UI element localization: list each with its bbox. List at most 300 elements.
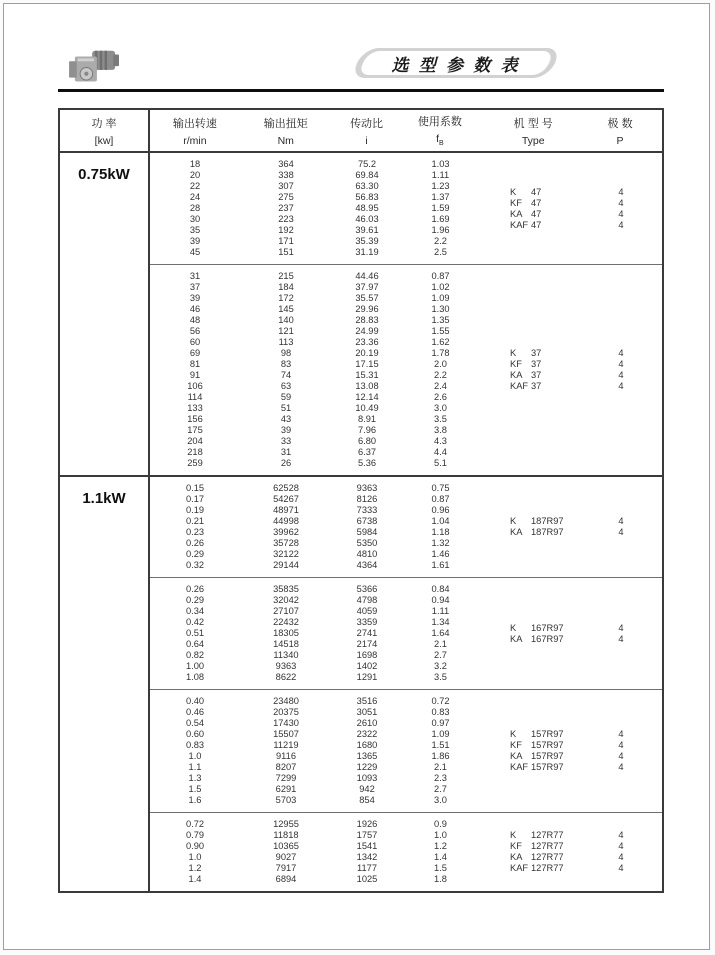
ratio-value: 1093 <box>356 773 378 783</box>
ratio-value: 3516 <box>356 696 378 706</box>
type-code: 127R77 <box>531 852 564 862</box>
power-section <box>60 475 662 891</box>
type-prefix: K <box>510 622 517 633</box>
type-prefix: KA <box>510 370 523 380</box>
power-label: 1.1kW <box>82 490 126 507</box>
torque-value: 7299 <box>275 773 297 783</box>
torque-value: 307 <box>278 181 294 191</box>
speed-value: 0.19 <box>185 505 205 515</box>
poles-value: 4 <box>618 762 624 772</box>
type-code: 127R77 <box>531 863 564 873</box>
poles-value: 4 <box>618 863 624 873</box>
gear-ratio-block <box>150 153 662 264</box>
speed-value: 0.90 <box>185 841 205 851</box>
factor-value: 0.83 <box>431 707 450 717</box>
ratio-value: 7333 <box>356 505 378 515</box>
speed-value: 81 <box>189 359 201 369</box>
factor-value: 1.55 <box>431 326 450 336</box>
ratio-value: 5366 <box>356 584 378 594</box>
torque-value: 12955 <box>273 819 299 829</box>
type-list <box>479 584 662 683</box>
ratio-value: 69.84 <box>355 170 379 180</box>
power-section <box>60 153 662 475</box>
torque-value: 44998 <box>273 516 299 526</box>
factor-value: 2.3 <box>434 773 447 783</box>
factor-value: 0.87 <box>431 271 450 281</box>
factor-value: 1.37 <box>431 192 450 202</box>
type-code: 187R97 <box>531 527 564 537</box>
speed-value: 45 <box>189 247 201 257</box>
factor-value: 1.18 <box>431 527 450 537</box>
power-cell <box>60 477 150 891</box>
factor-value: 0.72 <box>431 696 450 706</box>
type-prefix: K <box>510 729 517 739</box>
factor-value: 1.32 <box>431 538 450 548</box>
speed-value: 39 <box>189 236 201 246</box>
type-code: 37 <box>531 381 542 391</box>
header-ratio <box>332 110 402 151</box>
factor-value: 1.86 <box>431 751 450 761</box>
torque-value: 33 <box>280 436 292 446</box>
torque-value: 51 <box>280 403 292 413</box>
torque-value: 7917 <box>275 863 297 873</box>
speed-value: 91 <box>189 370 201 380</box>
poles-value: 4 <box>618 729 624 739</box>
speed-value: 0.72 <box>185 819 205 829</box>
type-name <box>479 381 589 392</box>
type-code: 37 <box>531 348 542 358</box>
speed-value: 28 <box>189 203 201 213</box>
factor-value: 1.34 <box>431 617 450 627</box>
speed-value: 37 <box>189 282 201 292</box>
type-name <box>479 852 589 863</box>
speed-value: 1.5 <box>188 784 202 794</box>
factor-value: 1.09 <box>431 729 450 739</box>
factor-value: 0.87 <box>431 494 450 504</box>
type-code: 157R97 <box>531 740 564 750</box>
type-row <box>479 841 662 852</box>
speed-value: 1.0 <box>188 852 202 862</box>
speed-value: 18 <box>189 159 201 169</box>
type-code: 187R97 <box>531 516 564 526</box>
factor-value: 1.09 <box>431 293 450 303</box>
factor-value: 1.96 <box>431 225 450 235</box>
type-code: 47 <box>531 186 542 197</box>
ratio-value: 6.80 <box>357 436 377 446</box>
torque-value: 11818 <box>273 830 299 840</box>
torque-value: 62528 <box>273 483 299 493</box>
factor-value: 2.7 <box>434 650 447 660</box>
type-row <box>479 830 662 841</box>
poles-value: 4 <box>618 527 624 537</box>
torque-value: 184 <box>278 282 294 292</box>
speed-value: 0.60 <box>185 729 205 739</box>
type-list <box>479 271 662 469</box>
ratio-value: 48.95 <box>355 203 379 213</box>
type-row <box>479 348 662 359</box>
speed-value: 0.79 <box>185 830 205 840</box>
type-name <box>479 729 589 740</box>
ratio-value: 7.96 <box>357 425 377 435</box>
factor-value: 2.0 <box>434 359 447 369</box>
torque-value: 32042 <box>273 595 299 605</box>
speed-value: 0.82 <box>185 650 205 660</box>
factor-value: 0.9 <box>434 819 447 829</box>
ratio-value: 1291 <box>356 672 378 682</box>
header-power-label: 功 率 <box>91 117 117 130</box>
torque-value: 31 <box>280 447 292 457</box>
factor-value: 1.11 <box>431 170 450 180</box>
speed-value: 39 <box>189 293 201 303</box>
ratio-value: 4798 <box>356 595 378 605</box>
speed-value: 133 <box>187 403 203 413</box>
ratio-value: 5984 <box>356 527 378 537</box>
ratio-value: 3359 <box>356 617 378 627</box>
factor-value: 1.61 <box>431 560 450 570</box>
type-name <box>479 220 589 231</box>
torque-value: 14518 <box>273 639 299 649</box>
ratio-value: 1541 <box>356 841 378 851</box>
factor-value: 1.4 <box>434 852 447 862</box>
type-name <box>479 348 589 359</box>
ratio-value: 56.83 <box>355 192 379 202</box>
factor-value: 3.2 <box>434 661 447 671</box>
header-poles-unit: P <box>616 134 624 147</box>
factor-value: 1.04 <box>431 516 450 526</box>
ratio-value: 35.57 <box>355 293 379 303</box>
factor-value: 2.2 <box>434 370 447 380</box>
ratio-value: 13.08 <box>355 381 379 391</box>
type-prefix: KAF <box>510 381 529 391</box>
type-name <box>479 198 589 209</box>
factor-value: 5.1 <box>434 458 447 468</box>
type-row <box>479 359 662 370</box>
speed-value: 0.46 <box>185 707 205 717</box>
factor-value: 0.97 <box>431 718 450 728</box>
ratio-value: 17.15 <box>355 359 379 369</box>
torque-value: 11340 <box>273 650 299 660</box>
speed-value: 0.26 <box>185 584 205 594</box>
torque-value: 338 <box>278 170 294 180</box>
type-code: 127R77 <box>531 841 564 851</box>
torque-value: 6291 <box>275 784 297 794</box>
ratio-value: 75.2 <box>357 159 377 169</box>
factor-value: 1.2 <box>434 841 447 851</box>
torque-value: 43 <box>280 414 292 424</box>
speed-value: 31 <box>189 271 201 281</box>
header-type-unit: Type <box>521 134 545 147</box>
torque-value: 215 <box>278 271 294 281</box>
torque-value: 8622 <box>275 672 297 682</box>
ratio-value: 31.19 <box>355 247 379 257</box>
type-code: 47 <box>531 208 542 219</box>
torque-value: 171 <box>278 236 294 246</box>
ratio-value: 1229 <box>356 762 378 772</box>
factor-value: 2.6 <box>434 392 447 402</box>
speed-value: 0.40 <box>185 696 205 706</box>
poles-value: 4 <box>618 852 624 862</box>
poles-value: 4 <box>618 208 624 219</box>
type-list <box>479 696 662 806</box>
torque-value: 63 <box>280 381 292 391</box>
type-name <box>479 527 589 538</box>
type-row <box>479 198 662 209</box>
type-prefix: KF <box>510 197 522 208</box>
factor-value: 1.02 <box>431 282 450 292</box>
torque-value: 18305 <box>273 628 299 638</box>
header-speed-label: 输出转速 <box>172 117 217 130</box>
type-code: 47 <box>531 219 542 230</box>
type-prefix: KAF <box>510 762 529 772</box>
type-name <box>479 516 589 527</box>
selection-parameter-table <box>58 108 664 893</box>
ratio-value: 4059 <box>356 606 378 616</box>
ratio-value: 39.61 <box>355 225 379 235</box>
type-name <box>479 762 589 773</box>
factor-value: 1.11 <box>431 606 450 616</box>
speed-value: 114 <box>187 392 203 402</box>
speed-value: 106 <box>187 381 203 391</box>
torque-value: 113 <box>278 337 294 347</box>
speed-value: 0.29 <box>185 549 205 559</box>
speed-value: 0.29 <box>185 595 205 605</box>
factor-value: 1.30 <box>431 304 450 314</box>
type-name <box>479 370 589 381</box>
speed-value: 218 <box>187 447 203 457</box>
header-type <box>478 110 588 151</box>
torque-value: 32122 <box>273 549 299 559</box>
type-name <box>479 634 589 645</box>
torque-value: 48971 <box>273 505 299 515</box>
ratio-value: 28.83 <box>355 315 379 325</box>
factor-value: 0.96 <box>431 505 450 515</box>
poles-value: 4 <box>618 359 624 369</box>
header-speed <box>150 110 240 151</box>
factor-value: 0.84 <box>431 584 450 594</box>
type-code: 37 <box>531 359 542 369</box>
title-badge <box>357 48 555 78</box>
gear-ratio-block <box>150 577 662 689</box>
factor-value: 1.0 <box>434 830 447 840</box>
header-ratio-label: 传动比 <box>350 117 384 130</box>
torque-value: 27107 <box>273 606 299 616</box>
factor-value: 1.62 <box>431 337 450 347</box>
factor-value: 1.64 <box>431 628 450 638</box>
ratio-value: 9363 <box>356 483 378 493</box>
poles-value: 4 <box>618 622 624 633</box>
ratio-value: 1342 <box>356 852 378 862</box>
torque-value: 145 <box>278 304 294 314</box>
type-prefix: K <box>510 516 517 526</box>
type-prefix: KF <box>510 359 522 369</box>
torque-value: 275 <box>278 192 294 202</box>
speed-value: 0.32 <box>185 560 205 570</box>
torque-value: 35835 <box>273 584 299 594</box>
type-list <box>479 159 662 258</box>
poles-value: 4 <box>618 348 624 358</box>
torque-value: 54267 <box>273 494 299 504</box>
factor-value: 2.1 <box>434 639 447 649</box>
type-row <box>479 751 662 762</box>
torque-value: 121 <box>278 326 294 336</box>
speed-value: 259 <box>187 458 203 468</box>
ratio-value: 46.03 <box>355 214 379 224</box>
factor-value: 1.23 <box>431 181 450 191</box>
header-poles <box>588 110 662 151</box>
ratio-value: 8.91 <box>357 414 377 424</box>
type-prefix: KF <box>510 841 522 851</box>
torque-value: 151 <box>278 247 294 257</box>
factor-value: 3.8 <box>434 425 447 435</box>
torque-value: 59 <box>280 392 292 402</box>
type-prefix: KA <box>510 852 523 862</box>
type-prefix: KA <box>510 527 523 537</box>
speed-value: 0.64 <box>185 639 205 649</box>
torque-value: 6894 <box>275 874 297 884</box>
type-name <box>479 209 589 220</box>
type-code: 157R97 <box>531 751 564 761</box>
type-row <box>479 527 662 538</box>
type-code: 157R97 <box>531 729 564 739</box>
type-prefix: K <box>510 830 517 840</box>
catalog-page <box>3 3 710 950</box>
type-code: 167R97 <box>531 633 564 644</box>
type-row <box>479 852 662 863</box>
speed-value: 0.15 <box>185 483 205 493</box>
speed-value: 0.34 <box>185 606 205 616</box>
poles-value: 4 <box>618 186 624 197</box>
torque-value: 223 <box>278 214 294 224</box>
header-speed-unit: r/min <box>183 134 207 147</box>
header-power-unit: [kw] <box>94 134 114 147</box>
torque-value: 237 <box>278 203 294 213</box>
speed-value: 204 <box>187 436 203 446</box>
factor-value: 1.51 <box>431 740 450 750</box>
speed-value: 0.42 <box>185 617 205 627</box>
torque-value: 98 <box>280 348 292 358</box>
type-row <box>479 762 662 773</box>
type-row <box>479 381 662 392</box>
gearmotor-photo <box>66 44 124 92</box>
torque-value: 9116 <box>276 751 296 761</box>
torque-value: 8207 <box>275 762 297 772</box>
speed-value: 1.1 <box>188 762 202 772</box>
type-code: 157R97 <box>531 762 564 772</box>
poles-value: 4 <box>618 370 624 380</box>
speed-value: 1.3 <box>188 773 202 783</box>
poles-value: 4 <box>618 219 624 230</box>
factor-subscript: B <box>439 140 444 148</box>
factor-value: 1.35 <box>431 315 450 325</box>
speed-value: 69 <box>189 348 201 358</box>
poles-value: 4 <box>618 740 624 750</box>
poles-value: 4 <box>618 197 624 208</box>
type-prefix: KF <box>510 740 522 750</box>
ratio-value: 37.97 <box>355 282 379 292</box>
blocks-column <box>150 153 662 475</box>
factor-value: 4.3 <box>434 436 447 446</box>
type-code: 47 <box>531 197 542 208</box>
speed-value: 0.17 <box>185 494 205 504</box>
gear-ratio-block <box>150 812 662 891</box>
factor-value: 0.94 <box>431 595 450 605</box>
speed-value: 0.26 <box>185 538 205 548</box>
factor-value: 1.69 <box>431 214 450 224</box>
type-name <box>479 740 589 751</box>
torque-value: 20375 <box>273 707 299 717</box>
factor-value: 1.46 <box>431 549 450 559</box>
ratio-value: 35.39 <box>355 236 379 246</box>
ratio-value: 1926 <box>356 819 378 829</box>
speed-value: 1.00 <box>185 661 205 671</box>
speed-value: 46 <box>189 304 201 314</box>
header-torque <box>240 110 332 151</box>
ratio-value: 8126 <box>356 494 378 504</box>
factor-value: 3.5 <box>434 672 447 682</box>
factor-value: 3.5 <box>434 414 447 424</box>
gear-ratio-block <box>150 689 662 812</box>
ratio-value: 10.49 <box>355 403 379 413</box>
table-header-row <box>60 110 662 153</box>
factor-value: 2.1 <box>434 762 447 772</box>
speed-value: 0.83 <box>185 740 205 750</box>
type-prefix: KAF <box>510 863 529 873</box>
torque-value: 364 <box>278 159 294 169</box>
factor-value: 1.59 <box>431 203 450 213</box>
header-power <box>60 110 150 151</box>
type-name <box>479 830 589 841</box>
factor-value: 2.2 <box>434 236 447 246</box>
poles-value: 4 <box>618 751 624 761</box>
ratio-value: 20.19 <box>355 348 379 358</box>
speed-value: 1.4 <box>188 874 202 884</box>
type-row <box>479 370 662 381</box>
speed-value: 20 <box>189 170 201 180</box>
type-prefix: KA <box>510 208 523 219</box>
ratio-value: 2322 <box>356 729 378 739</box>
factor-value: 2.4 <box>434 381 447 391</box>
speed-value: 56 <box>189 326 201 336</box>
factor-value: 3.0 <box>434 795 447 805</box>
type-prefix: K <box>510 348 517 358</box>
torque-value: 192 <box>278 225 294 235</box>
factor-value: 2.5 <box>434 247 447 257</box>
torque-value: 74 <box>280 370 292 380</box>
speed-value: 48 <box>189 315 201 325</box>
type-list <box>479 483 662 571</box>
header-factor-label: 使用系数 <box>417 116 462 129</box>
speed-value: 24 <box>189 192 201 202</box>
ratio-value: 6.37 <box>357 447 377 457</box>
torque-value: 5703 <box>275 795 297 805</box>
torque-value: 22432 <box>273 617 299 627</box>
factor-value: 4.4 <box>434 447 447 457</box>
ratio-value: 5.36 <box>357 458 377 468</box>
header-rule <box>58 89 664 92</box>
gear-ratio-block <box>150 264 662 475</box>
ratio-value: 1025 <box>356 874 378 884</box>
type-row <box>479 729 662 740</box>
torque-value: 23480 <box>273 696 299 706</box>
torque-value: 35728 <box>273 538 299 548</box>
speed-value: 35 <box>189 225 201 235</box>
type-prefix: KAF <box>510 219 529 230</box>
speed-value: 0.21 <box>185 516 205 526</box>
ratio-value: 2741 <box>356 628 378 638</box>
speed-value: 60 <box>189 337 201 347</box>
torque-value: 10365 <box>273 841 299 851</box>
speed-value: 175 <box>187 425 203 435</box>
